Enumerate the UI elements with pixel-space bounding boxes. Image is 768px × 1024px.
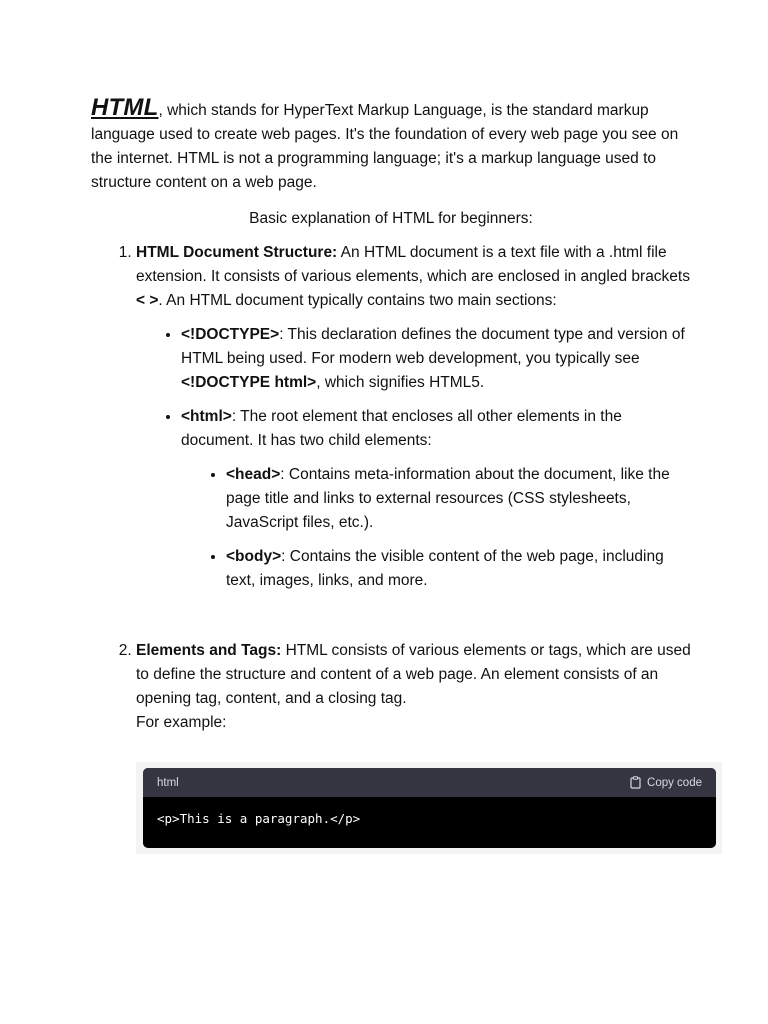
doctype-term2: <!DOCTYPE html>: [181, 374, 317, 391]
section1-heading: HTML Document Structure:: [136, 244, 338, 261]
intro-paragraph: [91, 96, 691, 195]
intro-term: HTML: [91, 94, 159, 121]
doctype-term: <!DOCTYPE>: [181, 326, 280, 343]
document-body: [91, 96, 691, 735]
code-language: html: [157, 776, 179, 789]
example-label: For example:: [136, 714, 227, 731]
list-item-head: [226, 463, 691, 535]
sub-list: [136, 323, 691, 593]
body-text: : Contains the visible content of the web page, including text, images, links, and more.: [226, 548, 664, 589]
subtitle: Basic explanation of HTML for beginners:: [249, 210, 533, 227]
list-item-doctype: [181, 323, 691, 395]
code-block: [143, 768, 716, 848]
head-text: : Contains meta-information about the document, like the page title and links to external resources (CSS stylesheets, JavaScript files, etc.).: [226, 466, 670, 531]
code-block-container: [136, 762, 722, 854]
clipboard-icon: [630, 776, 641, 789]
section2-heading: Elements and Tags:: [136, 642, 282, 659]
section1-text2: . An HTML document typically contains two main sections:: [158, 292, 557, 309]
copy-code-label: Copy code: [647, 776, 702, 789]
list-item-elements-tags: [136, 639, 691, 735]
body-term: <body>: [226, 548, 282, 565]
copy-code-button[interactable]: [630, 776, 702, 789]
list-item-document-structure: [136, 241, 691, 593]
list-item-html: [181, 405, 691, 593]
section1-brackets: < >: [136, 292, 159, 309]
code-header: [143, 768, 716, 797]
section2-text: HTML consists of various elements or tags, which are used to define the structure and content of a web page. An element consists of an opening tag, content, and a closing tag.: [136, 642, 691, 707]
intro-text: , which stands for HyperText Markup Language, is the standard markup language used to create web pages. It's the foundation of every web page you see on the internet. HTML is not a programming language; it's a markup language used to structure content on a web page.: [91, 102, 679, 191]
doctype-text1: : This declaration defines the document type and version of HTML being used. For modern web development, you typically see: [181, 326, 685, 367]
html-text: : The root element that encloses all other elements in the document. It has two child elements:: [181, 408, 622, 449]
head-term: <head>: [226, 466, 281, 483]
subsub-list: [181, 463, 691, 593]
main-list: [91, 241, 691, 735]
list-item-body: [226, 545, 691, 593]
code-content: <p>This is a paragraph.</p>: [157, 811, 361, 826]
html-term: <html>: [181, 408, 232, 425]
section1-text1: An HTML document is a text file with a .html file extension. It consists of various elements, which are enclosed in angled brackets: [136, 244, 690, 285]
doctype-text2: , which signifies HTML5.: [316, 374, 485, 391]
